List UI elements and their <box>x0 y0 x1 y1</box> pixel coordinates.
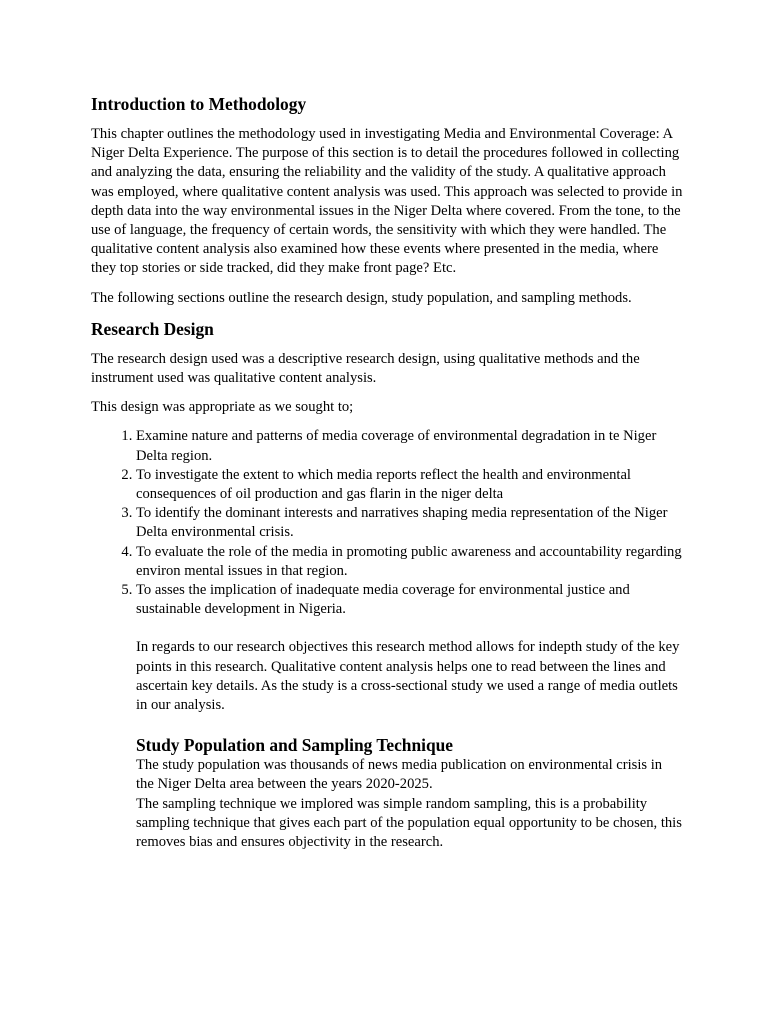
objective-item-5: 5. To asses the implication of inadequate media coverage for environmental justice and sustainable development in Nigeria. <box>136 581 683 619</box>
objective-item-1: 1. Examine nature and patterns of media coverage of environmental degradation in te Niger Delta region. <box>136 427 683 465</box>
intro-outline-paragraph: The following sections outline the research design, study population, and sampling methods. <box>91 289 632 306</box>
heading-research-design: Research Design <box>91 318 214 339</box>
research-objectives-paragraph: In regards to our research objectives this research method allows for indepth study of the key points in this research. Qualitative content analysis helps one to read between the lines and ascertain key details. As the study is a cross-sectional study we used a range of media outlets in our analysis. <box>136 639 680 714</box>
objective-item-3: 3. To identify the dominant interests and narratives shaping media representation of the Niger Delta environmental crisis. <box>136 504 683 542</box>
intro-paragraph: This chapter outlines the methodology used in investigating Media and Environmental Coverage: A Niger Delta Experience. The purpose of this section is to detail the procedures followed in collecting and analyzing the data, ensuring the reliability and the validity of the study. A qualitative approach was employed, where qualitative content analysis was used. This approach was selected to provide in depth data into the way environmental issues in the Niger Delta where covered. From the tone, to the use of language, the frequency of certain words, the sensitivity with which they were handled. The qualitative content analysis also examined how these events where presented in the media, where they top stories or side tracked, did they make front page? Etc. <box>91 126 683 277</box>
objective-item-2: 2. To investigate the extent to which media reports reflect the health and environmental consequences of oil production and gas flarin in the niger delta <box>136 466 683 504</box>
study-population-paragraph: The study population was thousands of news media publication on environmental crisis in the Niger Delta area between the years 2020-2025. <box>136 757 663 793</box>
objectives-list <box>91 427 683 619</box>
objective-item-4: 4. To evaluate the role of the media in promoting public awareness and accountability regarding environ mental issues in that region. <box>136 543 683 581</box>
heading-study-population: Study Population and Sampling Technique <box>136 735 454 756</box>
indented-block <box>136 638 683 852</box>
document-body <box>91 93 683 852</box>
research-design-paragraph: The research design used was a descriptive research design, using qualitative methods and the instrument used was qualitative content analysis. <box>91 350 640 387</box>
research-design-intro-line: This design was appropriate as we sought to; <box>91 399 354 416</box>
heading-introduction: Introduction to Methodology <box>91 94 307 114</box>
sampling-technique-paragraph: The sampling technique we implored was simple random sampling, this is a probability sampling technique that gives each part of the population equal opportunity to be chosen, this removes bias and ensures objectivity in the research. <box>136 795 682 851</box>
